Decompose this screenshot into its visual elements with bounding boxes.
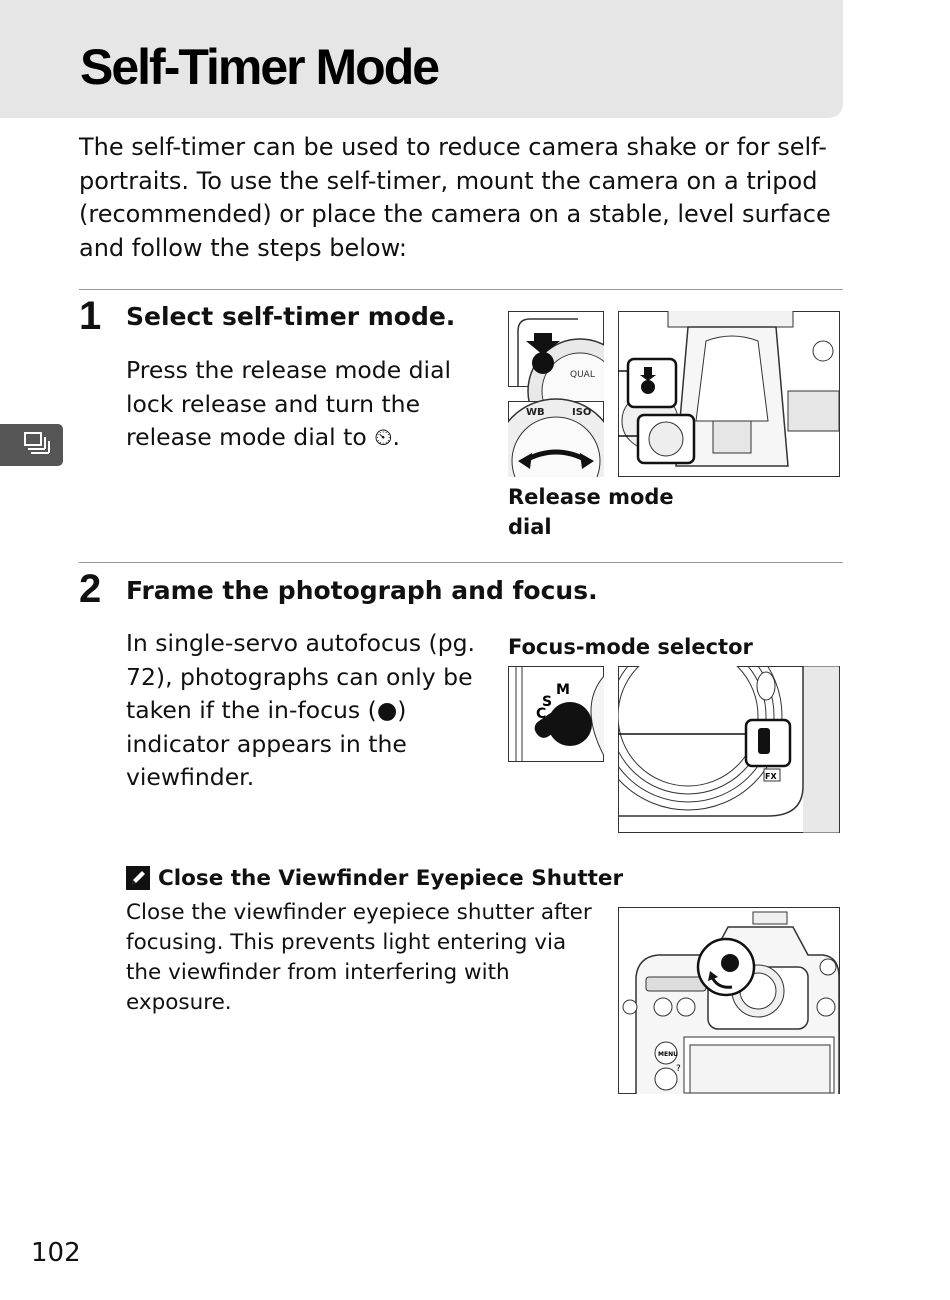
section-tab — [0, 424, 63, 466]
release-mode-dial-caption: Release mode dial — [508, 485, 674, 539]
note-title: Close the Viewfinder Eyepiece Shutter — [158, 865, 624, 891]
step-divider — [79, 289, 843, 290]
step-title: Frame the photograph and focus. — [126, 576, 598, 605]
page-title: Self-Timer Mode — [80, 39, 439, 95]
svg-text:C: C — [536, 706, 547, 722]
camera-back-view — [618, 907, 840, 1094]
svg-text:?: ? — [676, 1064, 681, 1074]
note-heading — [126, 863, 623, 893]
step-divider — [79, 562, 843, 563]
svg-text:ISO: ISO — [572, 407, 592, 418]
camera-top-view — [618, 311, 840, 477]
step-number: 2 — [79, 567, 102, 611]
svg-text:M: M — [556, 682, 570, 698]
focus-mode-selector-caption: Focus-mode selector — [508, 635, 753, 659]
intro-paragraph: The self-timer can be used to reduce camera shake or for self-portraits. To use the self-timer, mount the camera on a tripod (recommended) or place the camera on a stable, level surface and follow the steps below: — [79, 133, 831, 262]
svg-text:WB: WB — [526, 407, 545, 418]
svg-text:MENU: MENU — [658, 1051, 678, 1058]
step-text: In single-servo autofocus (pg. 72), photographs can only be taken if the in-focus (●) indicator appears in the viewfinder. — [126, 629, 476, 791]
release-mode-dial-closeup — [508, 311, 604, 477]
step-title: Select self-timer mode. — [126, 302, 456, 331]
svg-text:QUAL: QUAL — [570, 370, 595, 380]
svg-text:FX: FX — [765, 772, 777, 781]
svg-text:S: S — [542, 694, 553, 710]
focus-mode-selector-closeup — [508, 666, 604, 762]
step-text: Press the release mode dial lock release and turn the release mode dial to ⏲. — [126, 356, 452, 451]
note-text: Close the viewfinder eyepiece shutter after focusing. This prevents light entering via the viewfinder from interfering with exposure. — [126, 900, 592, 1015]
release-mode-icon — [24, 432, 50, 456]
pencil-note-icon — [126, 866, 150, 890]
page-number: 102 — [31, 1238, 81, 1268]
camera-front-view — [618, 666, 840, 833]
step-number: 1 — [79, 294, 102, 338]
